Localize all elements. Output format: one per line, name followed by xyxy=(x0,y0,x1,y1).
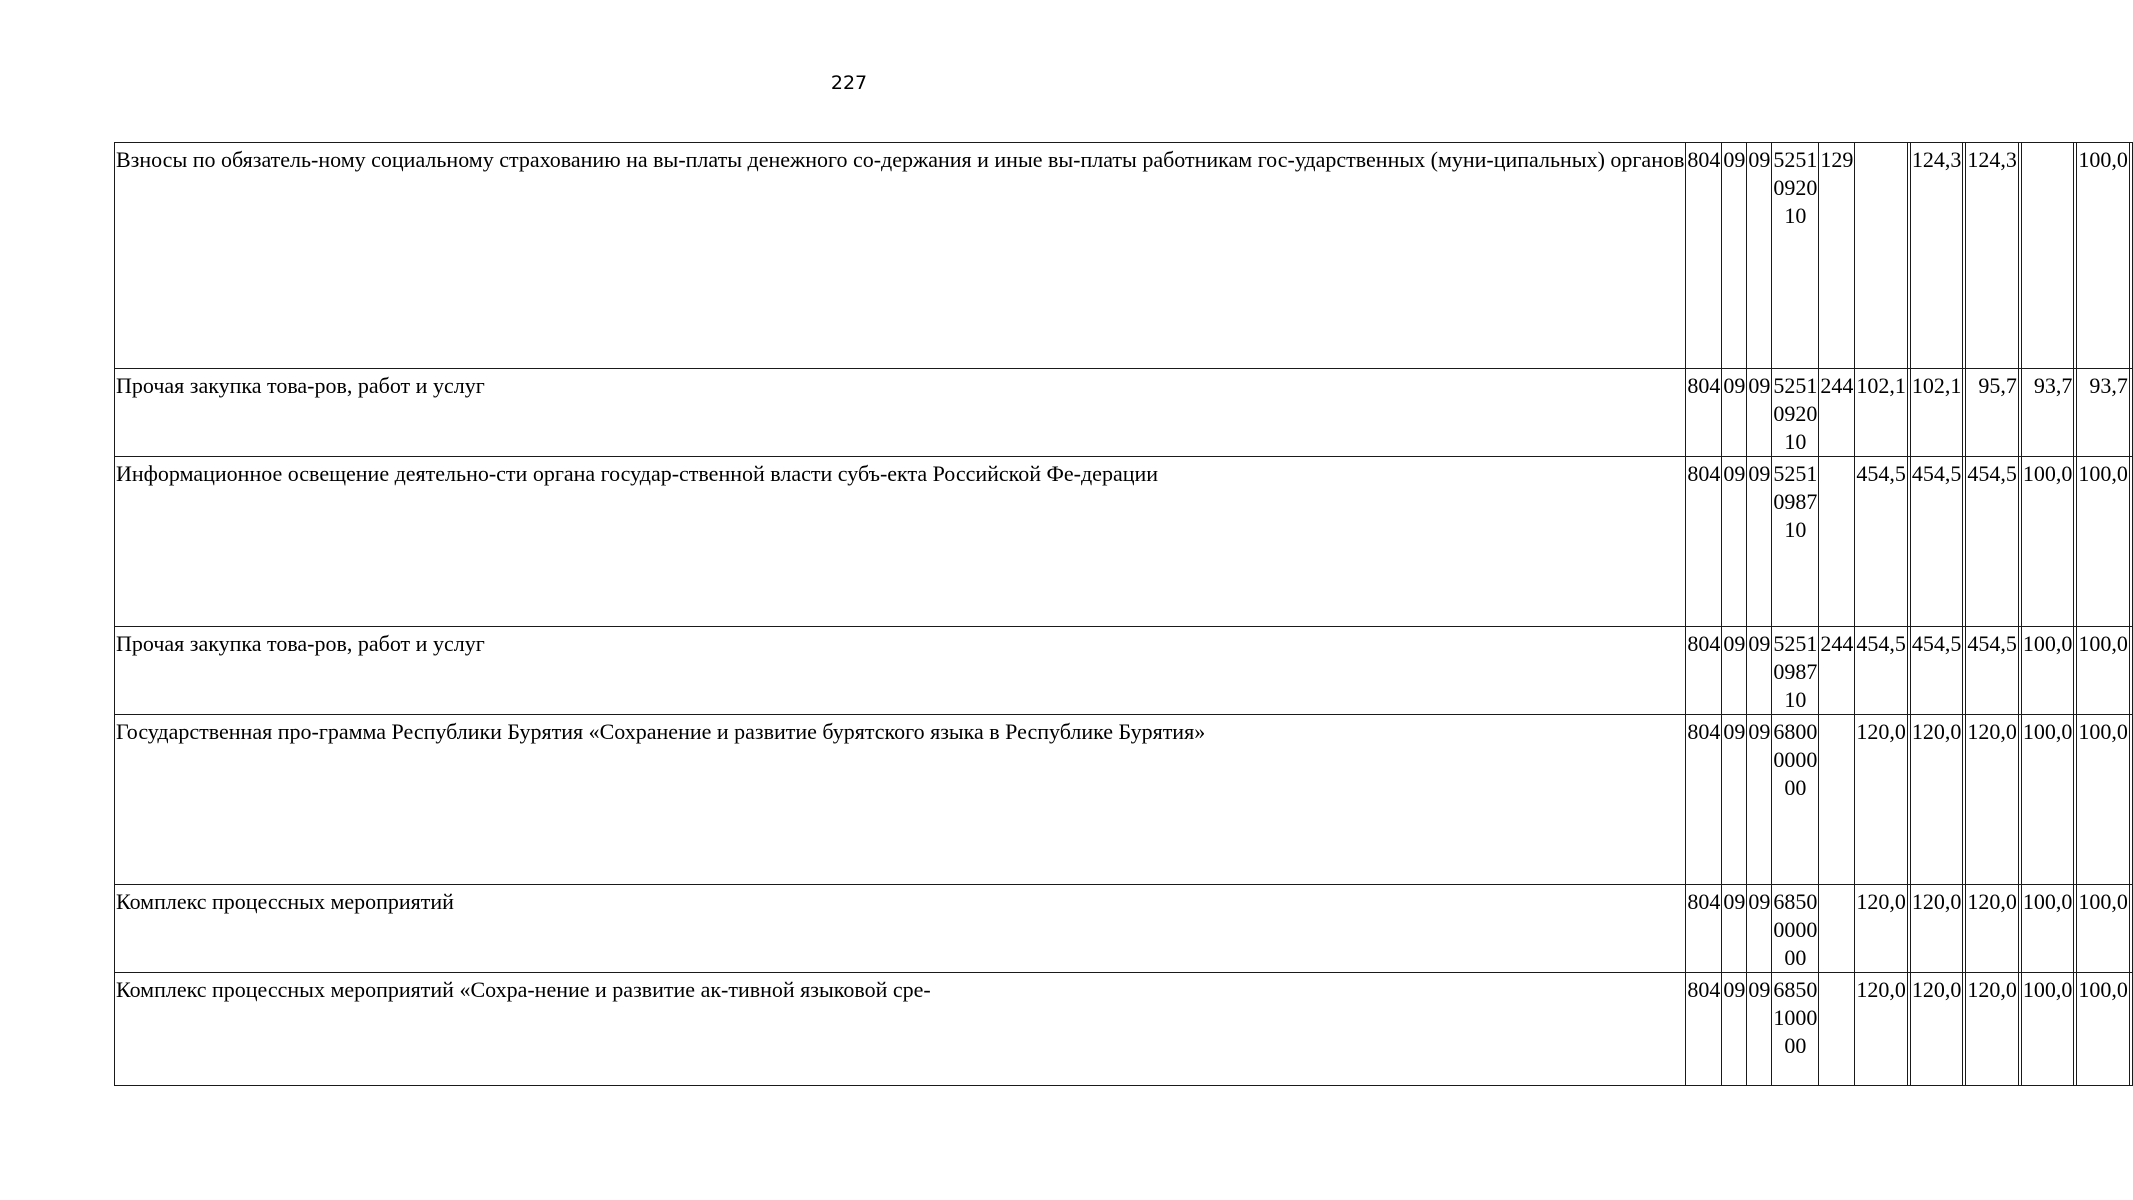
expense-type-code-cell xyxy=(1819,457,1855,627)
percent-cell: 100,0 xyxy=(2021,885,2074,973)
amount-cell: 120,0 xyxy=(1910,973,1963,1086)
row-name-cell: Информационное освещение деятельно-сти органа государ-ственной власти субъ-екта Российской Фе-дерации xyxy=(115,457,1686,627)
target-article-code-part: 10 xyxy=(1784,203,1807,228)
target-article-code-part: 6850 xyxy=(1773,889,1818,914)
table-row xyxy=(115,885,2133,973)
target-article-code-part: 0920 xyxy=(1773,401,1818,426)
percent-cell: 100,0 xyxy=(2077,143,2130,369)
amount-cell: 120,0 xyxy=(1966,973,2019,1086)
section-code-cell: 09 xyxy=(1722,457,1747,627)
table-row xyxy=(115,715,2133,885)
target-article-code-part: 6850 xyxy=(1773,977,1818,1002)
percent-cell: 100,0 xyxy=(2077,715,2130,885)
department-code-cell: 804 xyxy=(1686,369,1722,457)
percent-cell: 100,0 xyxy=(2077,973,2130,1086)
percent-cell xyxy=(2129,973,2132,1086)
target-article-code-part: 00 xyxy=(1784,1033,1807,1058)
amount-cell: 454,5 xyxy=(1910,457,1963,627)
target-article-code-cell xyxy=(1772,973,1819,1086)
section-code-cell: 09 xyxy=(1722,627,1747,715)
target-article-code-cell xyxy=(1772,457,1819,627)
amount-cell: 454,5 xyxy=(1855,457,1908,627)
amount-cell: 454,5 xyxy=(1966,457,2019,627)
section-code-cell: 09 xyxy=(1722,143,1747,369)
subsection-code-cell: 09 xyxy=(1747,627,1772,715)
amount-cell xyxy=(1855,143,1908,369)
budget-table xyxy=(114,142,2133,1086)
department-code-cell: 804 xyxy=(1686,715,1722,885)
expense-type-code-cell xyxy=(1819,885,1855,973)
percent-cell: 93,7 xyxy=(2021,369,2074,457)
target-article-code-part: 6800 xyxy=(1773,719,1818,744)
percent-cell: 100,0 xyxy=(2077,627,2130,715)
row-name-cell: Государственная про-грамма Республики Бурятия «Сохранение и развитие бурятского языка в Республике Бурятия» xyxy=(115,715,1686,885)
table-body xyxy=(115,143,2133,1086)
section-code-cell: 09 xyxy=(1722,973,1747,1086)
percent-cell: 100,0 xyxy=(2021,973,2074,1086)
subsection-code-cell: 09 xyxy=(1747,885,1772,973)
amount-cell: 120,0 xyxy=(1966,715,2019,885)
amount-cell: 102,1 xyxy=(1910,369,1963,457)
row-name-cell: Прочая закупка това-ров, работ и услуг xyxy=(115,627,1686,715)
target-article-code-part: 00 xyxy=(1784,775,1807,800)
target-article-code-cell xyxy=(1772,715,1819,885)
row-name-cell: Взносы по обязатель-ному социальному страхованию на вы-платы денежного со-держания и иные вы-платы работникам гос-ударственных (муни-ципальных) органов xyxy=(115,143,1686,369)
amount-cell: 102,1 xyxy=(1855,369,1908,457)
target-article-code-part: 10 xyxy=(1784,687,1807,712)
department-code-cell: 804 xyxy=(1686,885,1722,973)
amount-cell: 454,5 xyxy=(1966,627,2019,715)
table-row xyxy=(115,143,2133,369)
expense-type-code-cell xyxy=(1819,973,1855,1086)
percent-cell xyxy=(2129,627,2132,715)
target-article-code-part: 5251 xyxy=(1773,147,1818,172)
percent-cell xyxy=(2129,457,2132,627)
subsection-code-cell: 09 xyxy=(1747,143,1772,369)
department-code-cell: 804 xyxy=(1686,627,1722,715)
table-row xyxy=(115,627,2133,715)
amount-cell: 120,0 xyxy=(1910,885,1963,973)
target-article-code-cell xyxy=(1772,369,1819,457)
amount-cell: 120,0 xyxy=(1855,973,1908,1086)
department-code-cell: 804 xyxy=(1686,143,1722,369)
target-article-code-part: 10 xyxy=(1784,429,1807,454)
department-code-cell: 804 xyxy=(1686,457,1722,627)
expense-type-code-cell: 244 xyxy=(1819,627,1855,715)
amount-cell: 95,7 xyxy=(1966,369,2019,457)
target-article-code-part: 0987 xyxy=(1773,659,1818,684)
section-code-cell: 09 xyxy=(1722,715,1747,885)
percent-cell: 100,0 xyxy=(2021,457,2074,627)
subsection-code-cell: 09 xyxy=(1747,369,1772,457)
subsection-code-cell: 09 xyxy=(1747,715,1772,885)
percent-cell: 100,0 xyxy=(2021,715,2074,885)
amount-cell: 120,0 xyxy=(1855,885,1908,973)
subsection-code-cell: 09 xyxy=(1747,973,1772,1086)
amount-cell: 120,0 xyxy=(1855,715,1908,885)
target-article-code-part: 5251 xyxy=(1773,373,1818,398)
row-name-cell: Комплекс процессных мероприятий xyxy=(115,885,1686,973)
section-code-cell: 09 xyxy=(1722,369,1747,457)
amount-cell: 120,0 xyxy=(1910,715,1963,885)
amount-cell: 124,3 xyxy=(1910,143,1963,369)
amount-cell: 454,5 xyxy=(1910,627,1963,715)
amount-cell: 120,0 xyxy=(1966,885,2019,973)
table-row xyxy=(115,457,2133,627)
table-row xyxy=(115,973,2133,1086)
department-code-cell: 804 xyxy=(1686,973,1722,1086)
target-article-code-part: 0987 xyxy=(1773,489,1818,514)
percent-cell xyxy=(2129,715,2132,885)
percent-cell: 93,7 xyxy=(2077,369,2130,457)
target-article-code-part: 5251 xyxy=(1773,461,1818,486)
target-article-code-part: 1000 xyxy=(1773,1005,1818,1030)
target-article-code-part: 0920 xyxy=(1773,175,1818,200)
table-row xyxy=(115,369,2133,457)
expense-type-code-cell: 244 xyxy=(1819,369,1855,457)
row-name-cell: Прочая закупка това-ров, работ и услуг xyxy=(115,369,1686,457)
target-article-code-part: 0000 xyxy=(1773,917,1818,942)
row-name-cell: Комплекс процессных мероприятий «Сохра-нение и развитие ак-тивной языковой сре- xyxy=(115,973,1686,1086)
target-article-code-part: 10 xyxy=(1784,517,1807,542)
percent-cell xyxy=(2129,885,2132,973)
percent-cell: 100,0 xyxy=(2021,627,2074,715)
amount-cell: 124,3 xyxy=(1966,143,2019,369)
subsection-code-cell: 09 xyxy=(1747,457,1772,627)
section-code-cell: 09 xyxy=(1722,885,1747,973)
target-article-code-part: 5251 xyxy=(1773,631,1818,656)
percent-cell: 100,0 xyxy=(2077,457,2130,627)
target-article-code-cell xyxy=(1772,885,1819,973)
percent-cell xyxy=(2129,369,2132,457)
percent-cell xyxy=(2129,143,2132,369)
target-article-code-cell xyxy=(1772,627,1819,715)
target-article-code-part: 0000 xyxy=(1773,747,1818,772)
percent-cell xyxy=(2021,143,2074,369)
target-article-code-part: 00 xyxy=(1784,945,1807,970)
target-article-code-cell xyxy=(1772,143,1819,369)
percent-cell: 100,0 xyxy=(2077,885,2130,973)
amount-cell: 454,5 xyxy=(1855,627,1908,715)
expense-type-code-cell: 129 xyxy=(1819,143,1855,369)
expense-type-code-cell xyxy=(1819,715,1855,885)
page-number: 227 xyxy=(830,72,868,94)
